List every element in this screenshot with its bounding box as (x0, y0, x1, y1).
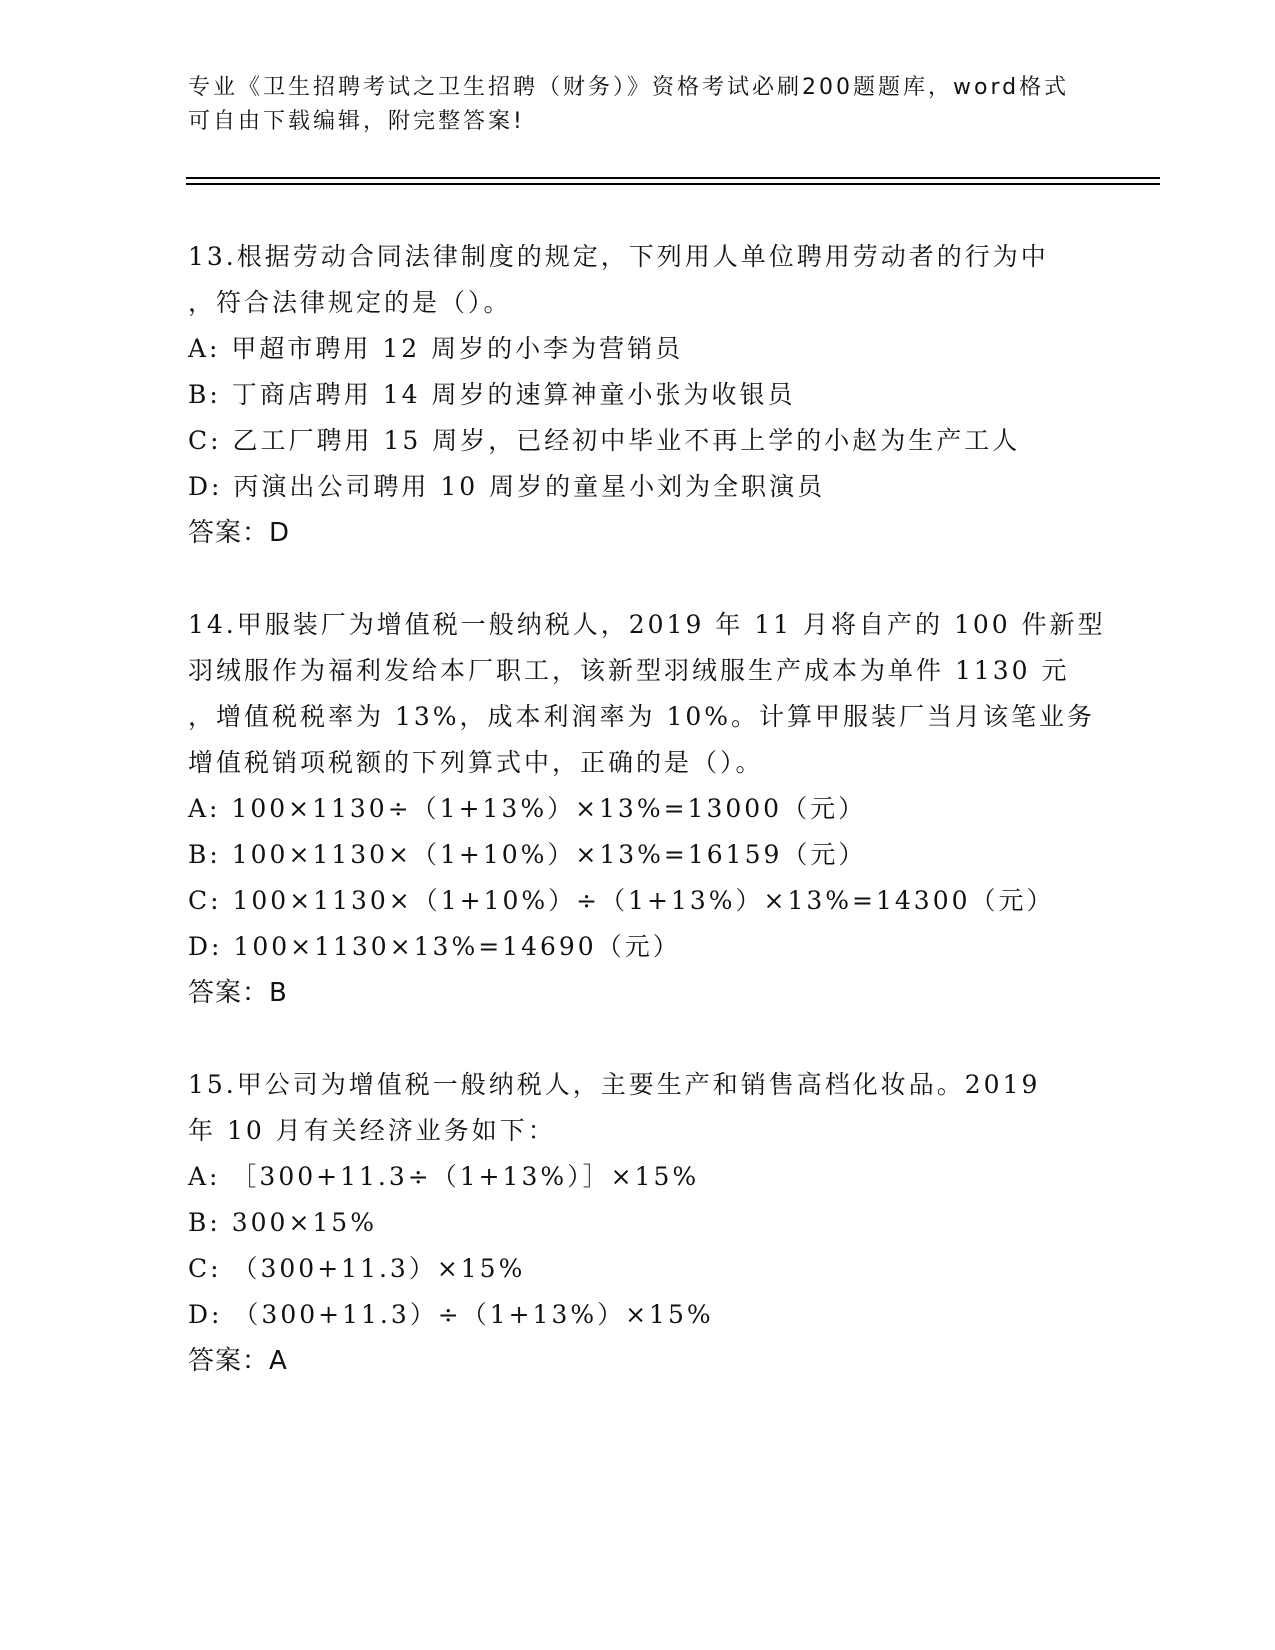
document-header (188, 71, 1088, 139)
option-c: C: 100×1130×（1+10%）÷（1+13%）×13%=14300（元） (188, 886, 1055, 915)
option-c: C: （300+11.3）×15% (188, 1254, 526, 1283)
option-b: B: 丁商店聘用 14 周岁的速算神童小张为收银员 (188, 380, 796, 409)
answer: 答案：A (188, 1346, 288, 1376)
header-divider-bottom (186, 183, 1160, 185)
question-13 (188, 234, 1088, 556)
question-stem: 13.根据劳动合同法律制度的规定，下列用人单位聘用劳动者的行为中 (188, 242, 1049, 271)
question-stem: 14.甲服装厂为增值税一般纳税人，2019 年 11 月将自产的 100 件新型 (188, 610, 1106, 639)
question-stem: ，符合法律规定的是（）。 (188, 288, 512, 317)
header-title-line-2: 可自由下载编辑，附完整答案! (188, 109, 525, 134)
option-a: A: ［300+11.3÷（1+13%）］×15% (188, 1162, 700, 1191)
question-stem: 年 10 月有关经济业务如下： (188, 1116, 556, 1145)
option-a: A: 甲超市聘用 12 周岁的小李为营销员 (188, 334, 684, 363)
answer: 答案：D (188, 518, 291, 548)
option-b: B: 300×15% (188, 1208, 377, 1237)
option-c: C: 乙工厂聘用 15 周岁，已经初中毕业不再上学的小赵为生产工人 (188, 426, 1021, 455)
question-stem: 15.甲公司为增值税一般纳税人，主要生产和销售高档化妆品。2019 (188, 1070, 1041, 1099)
question-15 (188, 1062, 1088, 1384)
option-a: A: 100×1130÷（1+13%）×13%=13000（元） (188, 794, 867, 823)
option-d: D: 丙演出公司聘用 10 周岁的童星小刘为全职演员 (188, 472, 826, 501)
question-stem: ，增值税税率为 13%，成本利润率为 10%。计算甲服装厂当月该笔业务 (188, 702, 1096, 731)
option-d: D: （300+11.3）÷（1+13%）×15% (188, 1300, 714, 1329)
header-divider-top (186, 177, 1160, 179)
question-14 (188, 602, 1106, 1016)
answer: 答案：B (188, 978, 288, 1008)
question-stem: 羽绒服作为福利发给本厂职工，该新型羽绒服生产成本为单件 1130 元 (188, 656, 1070, 685)
question-stem: 增值税销项税额的下列算式中，正确的是（）。 (188, 748, 764, 777)
option-b: B: 100×1130×（1+10%）×13%=16159（元） (188, 840, 867, 869)
header-title-line-1: 专业《卫生招聘考试之卫生招聘（财务）》资格考试必刷200题题库，word格式 (188, 75, 1070, 100)
option-d: D: 100×1130×13%=14690（元） (188, 932, 681, 961)
